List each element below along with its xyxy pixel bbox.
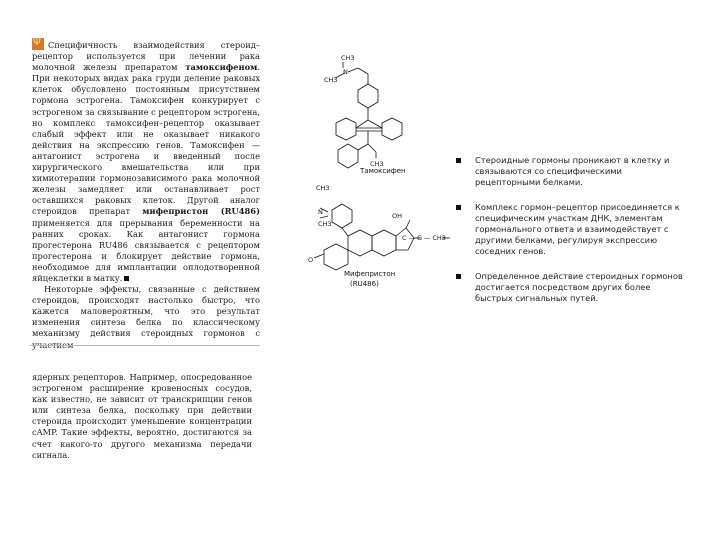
drug-mifepristone: мифепристон (RU486) xyxy=(142,206,261,217)
bullet-text: Комплекс гормон–рецептор присоединяется к специфическим участкам ДНК, элементам гормонального ответа и взаимодействует с другими белками, регулируя экспрессию соседних генов. xyxy=(475,202,680,256)
mifepristone-caption: Мифепристон xyxy=(344,270,396,278)
mif-chain: C — C — CH3 xyxy=(402,234,446,242)
bullet-square-icon xyxy=(456,274,461,279)
mif-n: N xyxy=(318,208,323,216)
bullet-item xyxy=(456,202,688,257)
section-logo-icon xyxy=(32,38,44,50)
bullet-text: Стероидные гормоны проникают в клетку и связываются со специфическими рецепторными белками. xyxy=(475,155,670,187)
paragraph-1: Специфичность взаимодействия стероид–рецептор используется при лечении рака молочной железы препаратом xyxy=(32,40,260,73)
tam-ch3-bottom: CH3 xyxy=(370,160,384,168)
bullet-square-icon xyxy=(456,205,461,210)
bullet-item xyxy=(456,271,688,304)
tam-ch3-left: CH3 xyxy=(324,76,338,84)
tam-n: N xyxy=(343,68,348,76)
tam-ch3-top: CH3 xyxy=(341,54,355,62)
drug-tamoxifen: тамоксифеном xyxy=(185,62,258,73)
mifepristone-caption-2: (RU486) xyxy=(350,280,379,288)
paragraph-1-cont: . При некоторых видах рака груди деление раковых клеток обусловлено постоянным присутствием гормона эстрогена. Тамоксифен конкурирует с эстрогеном за связывание с рецептором эстрогена, но комплекс тамоксифен–рецептор оказывает слабый эффект или не оказывает никакого действия на экспрессию генов. Тамоксифен — антагонист эстрогена и введенный после хирургического вмешательства или при химиотерапии гормонозависимого рака молочной железы замедляет или останавливает рост оставшихся раковых клеток. Другой аналог стероидов препарат xyxy=(32,62,260,217)
tamoxifen-structure xyxy=(335,62,402,168)
mif-ch3-a: CH3 xyxy=(316,184,330,192)
bottom-text xyxy=(32,372,252,461)
paragraph-1-end: применяется для прерывания беременности на ранних сроках. Как антагонист гормона прогестерона RU486 связывается с рецептором прогестерона и блокирует действие гормона, необходимое для имплантации оплодотворенной яйцеклетки в матку. xyxy=(32,217,260,283)
divider xyxy=(30,345,260,346)
mif-o: O xyxy=(308,256,314,264)
bullet-text: Определенное действие стероидных гормонов достигается посредством других более быстрых сигнальных путей. xyxy=(475,271,683,303)
paragraph-2: Некоторые эффекты, связанные с действием стероидов, происходят настолько быстро, что кажется маловероятным, что это результат изменения синтеза белка по классическому механизму действия стероидных гормонов с xyxy=(32,284,260,339)
left-column-text xyxy=(32,38,260,351)
bullet-list xyxy=(456,155,688,318)
end-mark-icon xyxy=(124,276,129,281)
paragraph-3: ядерных рецепторов. Например, опосредованное эстрогеном расширение кровеносных сосудов, как известно, не зависит от транскрипции генов или синтеза белка, поскольку при действии стероида происходит уменьшение концентрации cAMP. Такие эффекты, вероятно, достигаются за счет какого-то другого механизма передачи сигнала. xyxy=(32,372,252,460)
mif-ch3-b: CH3 xyxy=(318,220,332,228)
bullet-square-icon xyxy=(456,158,461,163)
tamoxifen-caption: Тамоксифен xyxy=(360,167,406,175)
bullet-item xyxy=(456,155,688,188)
structures-figure xyxy=(290,40,450,300)
mif-oh: OH xyxy=(392,212,403,220)
